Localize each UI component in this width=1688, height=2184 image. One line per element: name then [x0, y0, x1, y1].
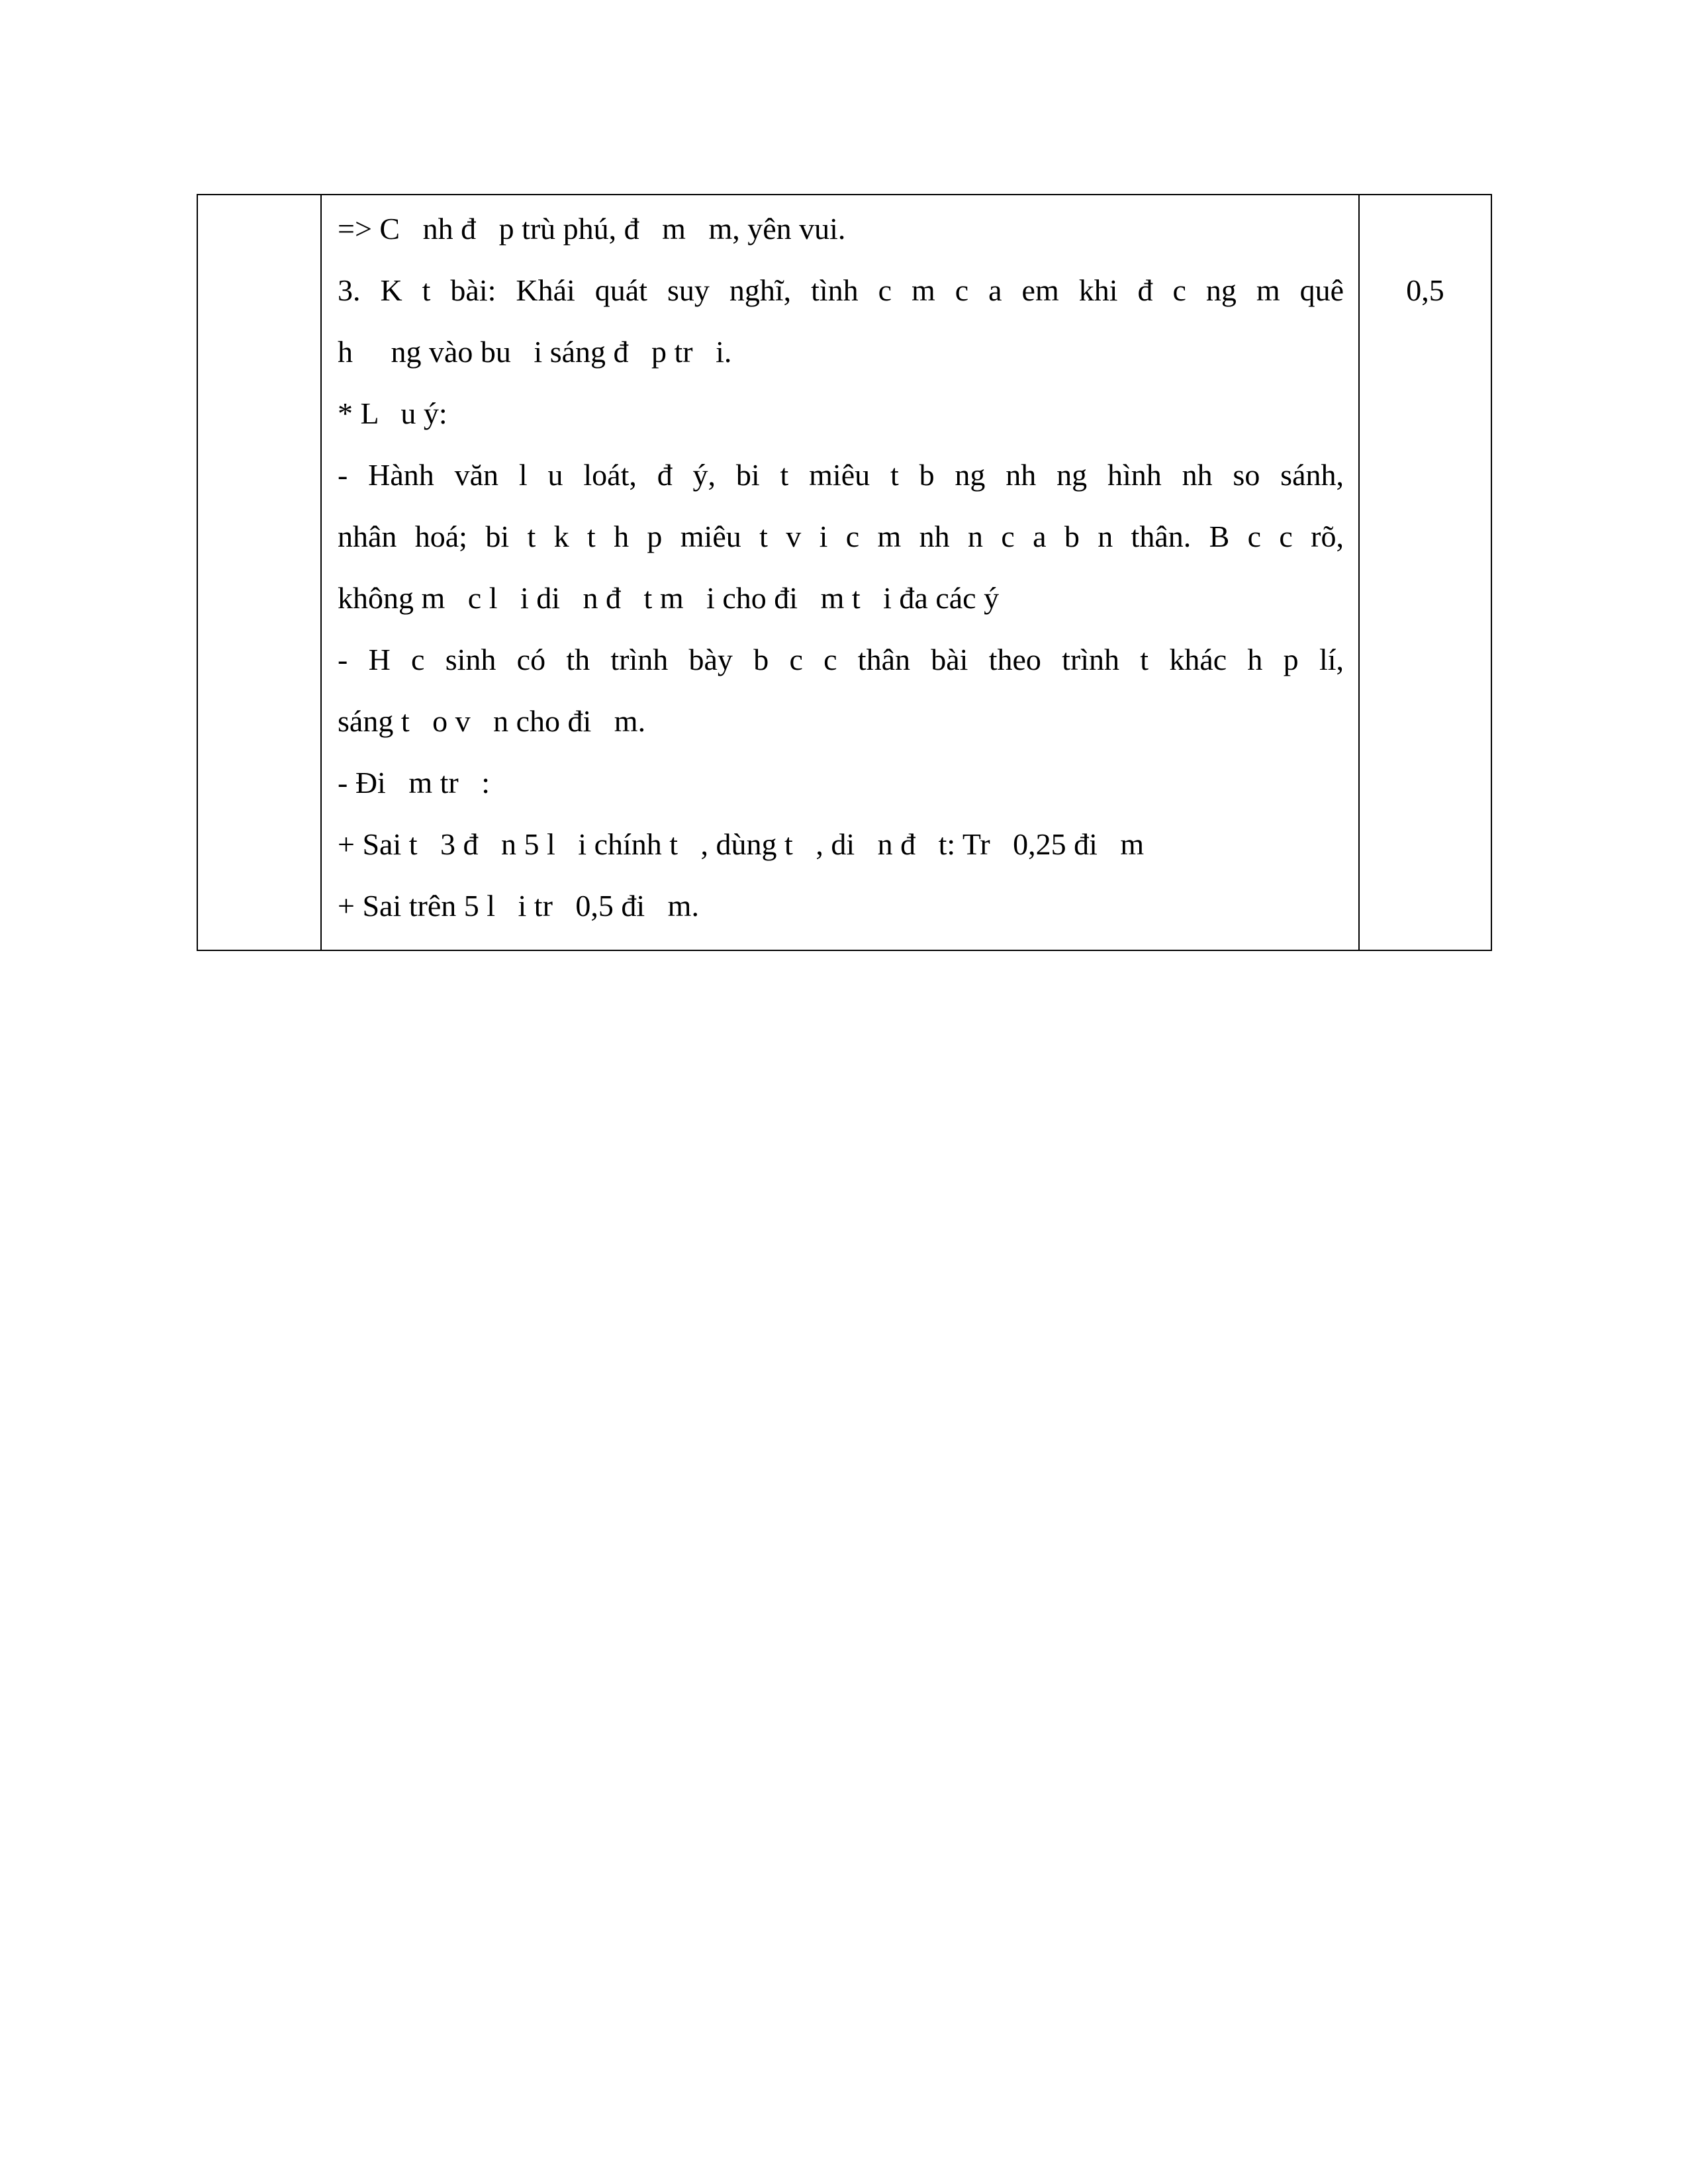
score-cell [1359, 195, 1491, 950]
content-cell [321, 195, 1359, 950]
score-value: 0,5 [1406, 273, 1444, 307]
conclusion-summary-line: => C nh đ p trù phú, đ m m, yên vui. [338, 212, 846, 246]
deduction-line-1: + Sai t 3 đ n 5 l i chính t , dùng t , di n đ t: Tr 0,25 đi m [338, 827, 1145, 861]
note-line-3: không m c l i di n đ t m i cho đi m t i đa các ý [338, 581, 1000, 615]
empty-first-cell [197, 195, 321, 950]
deduction-heading: - Đi m tr : [338, 766, 490, 799]
note-line-1: - Hành văn l u loát, đ ý, bi t miêu t b ng nh ng hình nh so sánh, [338, 458, 1344, 492]
note-heading: * L u ý: [338, 396, 447, 430]
conclusion-continued-line: h ng vào bu i sáng đ p tr i. [338, 335, 732, 369]
conclusion-heading-line: 3. K t bài: Khái quát suy nghĩ, tình c m c a em khi đ c ng m quê [338, 273, 1344, 307]
deduction-line-2: + Sai trên 5 l i tr 0,5 đi m. [338, 889, 699, 923]
note-line-2: nhân hoá; bi t k t h p miêu t v i c m nh n c a b n thân. B c c rõ, [338, 520, 1344, 553]
grading-table [197, 194, 1492, 951]
note-line-4: - H c sinh có th trình bày b c c thân bài theo trình t khác h p lí, [338, 643, 1344, 676]
table-row [197, 195, 1491, 950]
note-line-5: sáng t o v n cho đi m. [338, 704, 646, 738]
